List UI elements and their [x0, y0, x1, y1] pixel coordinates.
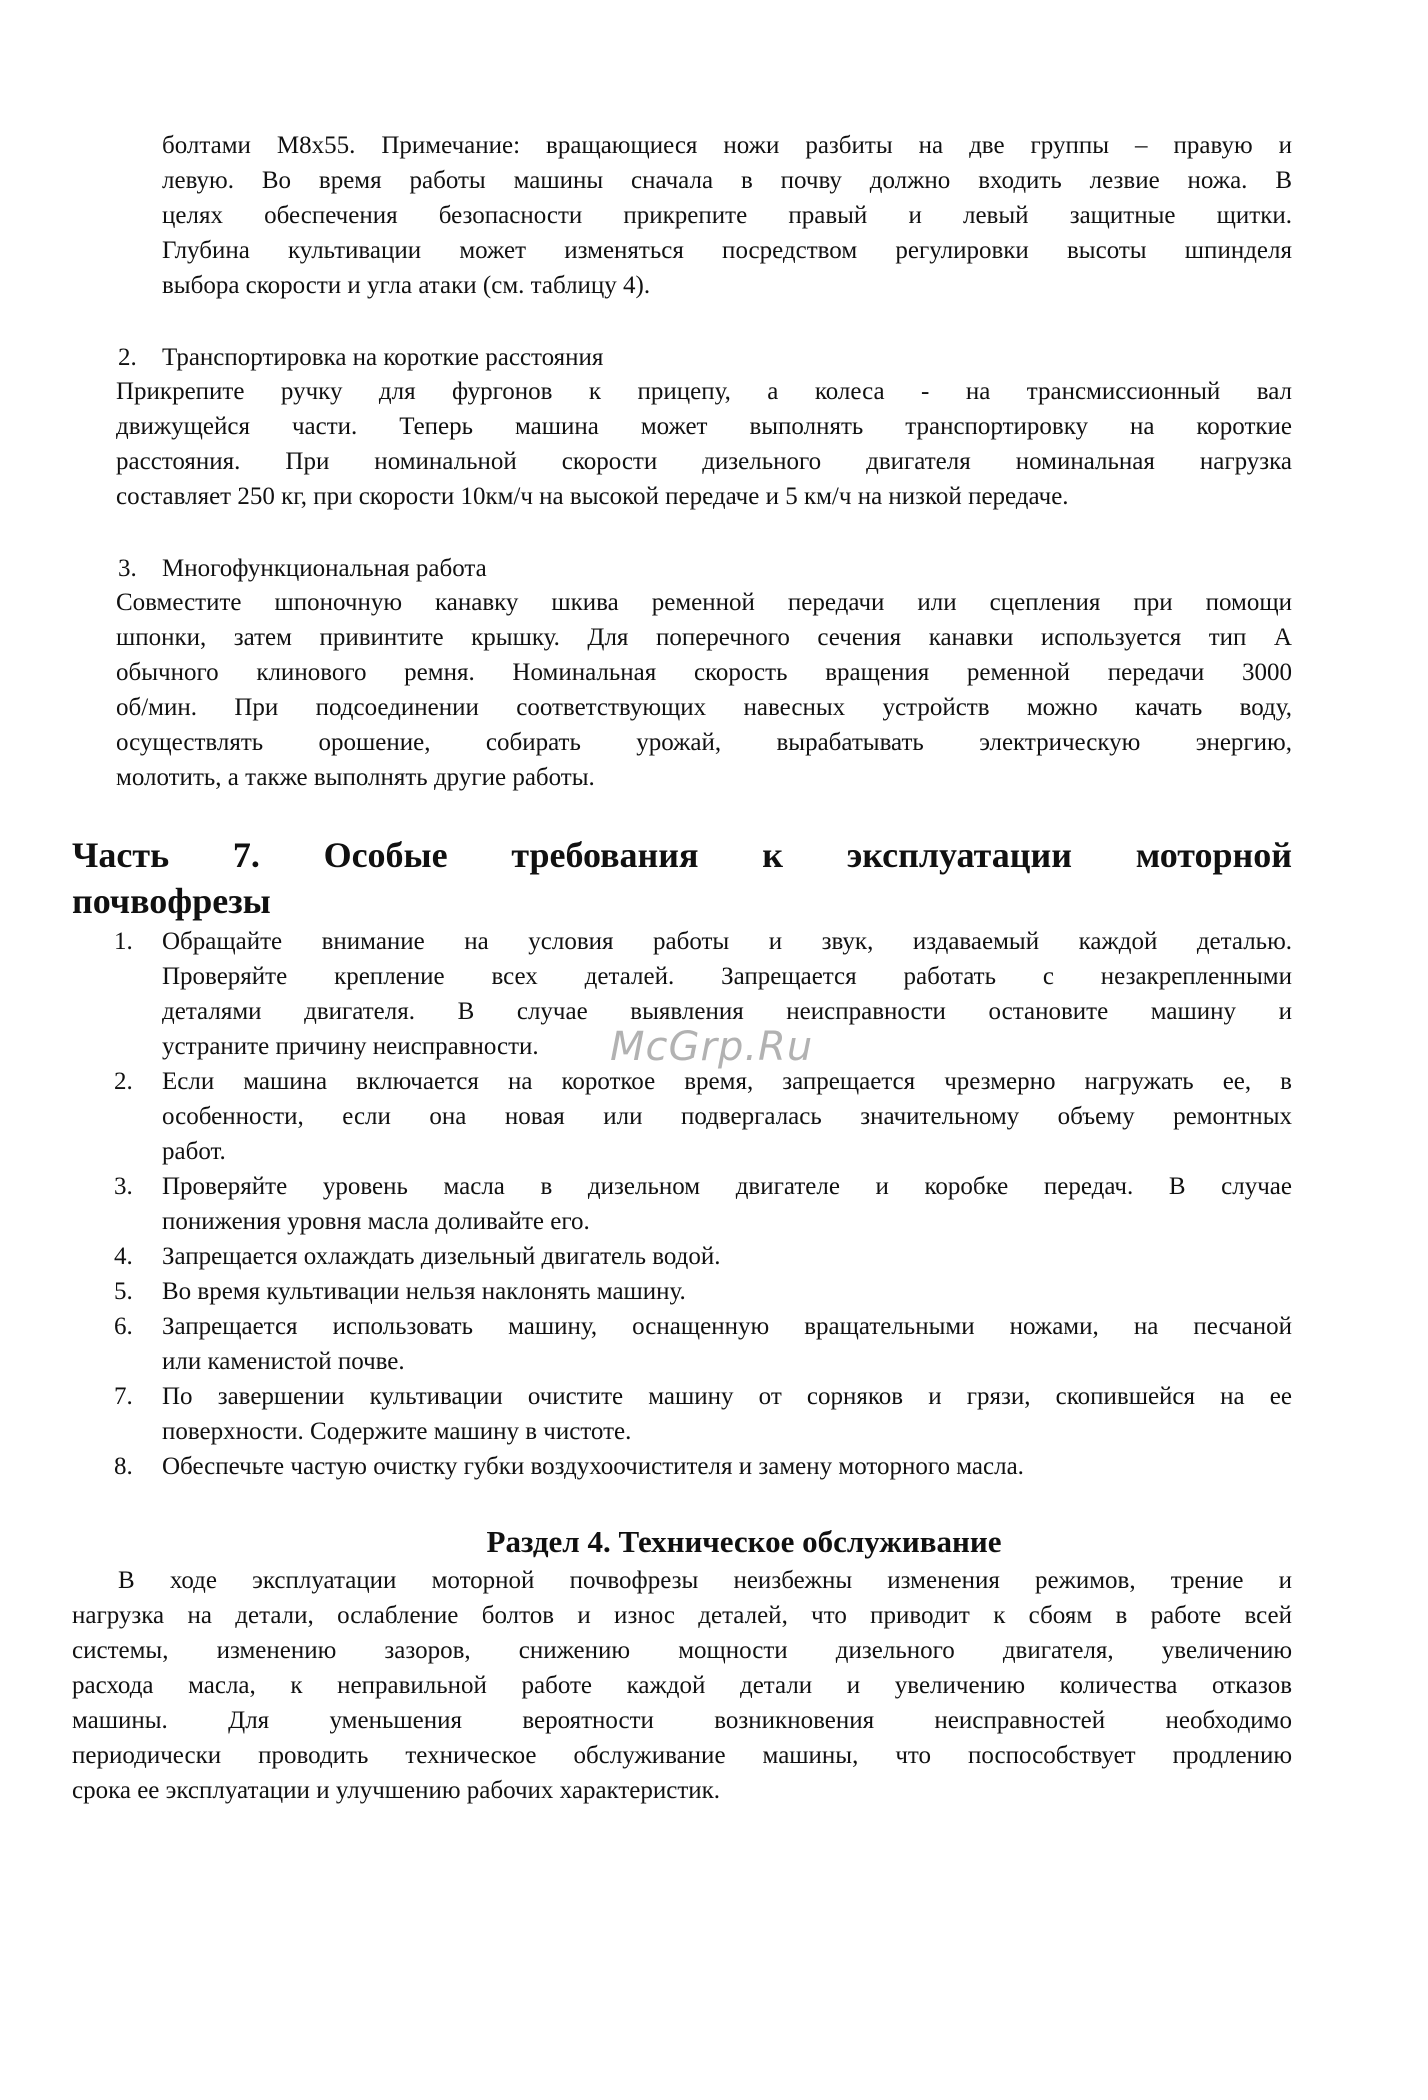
title-line: почвофрезы	[72, 881, 271, 921]
text-line: об/мин. При подсоединении соответствующих навесных устройств можно качать воду,	[116, 694, 1292, 721]
operation-rules-list	[108, 924, 1292, 1484]
list-item	[108, 1239, 1292, 1274]
text-line: Проверяйте уровень масла в дизельном двигателе и коробке передач. В случае	[162, 1173, 1292, 1200]
subheading-number: 3.	[118, 555, 137, 582]
list-item-number: 2.	[114, 1068, 133, 1095]
title-line: Часть 7. Особые требования к эксплуатации моторной	[72, 835, 1292, 875]
list-item	[108, 1309, 1292, 1379]
text-line: Запрещается охлаждать дизельный двигатель водой.	[162, 1243, 721, 1270]
text-line: поверхности. Содержите машину в чистоте.	[162, 1418, 632, 1445]
watermark-text: McGrp.Ru	[610, 1024, 814, 1070]
text-line: устраните причину неисправности.	[162, 1033, 539, 1060]
list-item-number: 5.	[114, 1278, 133, 1305]
text-line: Глубина культивации может изменяться посредством регулировки высоты шпинделя	[162, 237, 1292, 264]
paragraph-short-transport	[116, 374, 1292, 514]
text-line: движущейся части. Теперь машина может выполнять транспортировку на короткие	[116, 413, 1292, 440]
text-line: понижения уровня масла доливайте его.	[162, 1208, 590, 1235]
text-line: периодически проводить техническое обслуживание машины, что поспособствует продлению	[72, 1742, 1292, 1769]
text-line: целях обеспечения безопасности прикрепите правый и левый защитные щитки.	[162, 202, 1292, 229]
list-item	[108, 1169, 1292, 1239]
list-item-number: 7.	[114, 1383, 133, 1410]
paragraph-blades-continuation	[162, 128, 1292, 303]
subheading-text: Транспортировка на короткие расстояния	[162, 344, 604, 371]
list-item	[108, 1274, 1292, 1309]
text-line: болтами М8х55. Примечание: вращающиеся ножи разбиты на две группы – правую и	[162, 132, 1292, 159]
paragraph-maintenance	[72, 1563, 1292, 1808]
list-item-number: 6.	[114, 1313, 133, 1340]
text-line: В ходе эксплуатации моторной почвофрезы неизбежны изменения режимов, трение и	[118, 1567, 1292, 1594]
part-7-title	[72, 832, 1292, 924]
text-line: Проверяйте крепление всех деталей. Запрещается работать с незакрепленными	[162, 963, 1292, 990]
text-line: Если машина включается на короткое время, запрещается чрезмерно нагружать ее, в	[162, 1068, 1292, 1095]
text-line: расстояния. При номинальной скорости дизельного двигателя номинальная нагрузка	[116, 448, 1292, 475]
text-line: деталями двигателя. В случае выявления неисправности остановите машину и	[162, 998, 1292, 1025]
text-line: машины. Для уменьшения вероятности возникновения неисправностей необходимо	[72, 1707, 1292, 1734]
text-line: системы, изменению зазоров, снижению мощности дизельного двигателя, увеличению	[72, 1637, 1292, 1664]
list-item-number: 3.	[114, 1173, 133, 1200]
subheading-number: 2.	[118, 344, 137, 371]
text-line: обычного клинового ремня. Номинальная скорость вращения ременной передачи 3000	[116, 659, 1292, 686]
text-line: составляет 250 кг, при скорости 10км/ч на высокой передаче и 5 км/ч на низкой передаче.	[116, 483, 1069, 510]
list-item	[108, 1064, 1292, 1169]
text-line: Обращайте внимание на условия работы и звук, издаваемый каждой деталью.	[162, 928, 1292, 955]
list-item	[108, 1449, 1292, 1484]
subheading-text: Многофункциональная работа	[162, 555, 487, 582]
list-item-number: 8.	[114, 1453, 133, 1480]
text-line: Во время культивации нельзя наклонять машину.	[162, 1278, 686, 1305]
list-item-number: 1.	[114, 928, 133, 955]
text-line: расхода масла, к неправильной работе каждой детали и увеличению количества отказов	[72, 1672, 1292, 1699]
text-line: Запрещается использовать машину, оснащенную вращательными ножами, на песчаной	[162, 1313, 1292, 1340]
text-line: срока ее эксплуатации и улучшению рабочих характеристик.	[72, 1777, 721, 1804]
subheading-short-transport	[118, 340, 603, 375]
text-line: Совместите шпоночную канавку шкива ременной передачи или сцепления при помощи	[116, 589, 1292, 616]
list-item	[108, 1379, 1292, 1449]
text-line: или каменистой почве.	[162, 1348, 405, 1375]
text-line: По завершении культивации очистите машину от сорняков и грязи, скопившейся на ее	[162, 1383, 1292, 1410]
text-line: выбора скорости и угла атаки (см. таблицу 4).	[162, 272, 651, 299]
text-line: особенности, если она новая или подвергалась значительному объему ремонтных	[162, 1103, 1292, 1130]
text-line: молотить, а также выполнять другие работы.	[116, 764, 595, 791]
text-line: Прикрепите ручку для фургонов к прицепу, а колеса - на трансмиссионный вал	[116, 378, 1292, 405]
text-line: шпонки, затем привинтите крышку. Для поперечного сечения канавки используется тип А	[116, 624, 1292, 651]
text-line: работ.	[162, 1138, 226, 1165]
list-item-number: 4.	[114, 1243, 133, 1270]
text-line: Обеспечьте частую очистку губки воздухоочистителя и замену моторного масла.	[162, 1453, 1024, 1480]
section-4-title: Раздел 4. Техническое обслуживание	[486, 1524, 1002, 1559]
text-line: осуществлять орошение, собирать урожай, вырабатывать электрическую энергию,	[116, 729, 1292, 756]
text-line: нагрузка на детали, ослабление болтов и износ деталей, что приводит к сбоям в работе всей	[72, 1602, 1292, 1629]
paragraph-multifunction	[116, 585, 1292, 795]
text-line: левую. Во время работы машины сначала в почву должно входить лезвие ножа. В	[162, 167, 1292, 194]
subheading-multifunction	[118, 551, 487, 586]
